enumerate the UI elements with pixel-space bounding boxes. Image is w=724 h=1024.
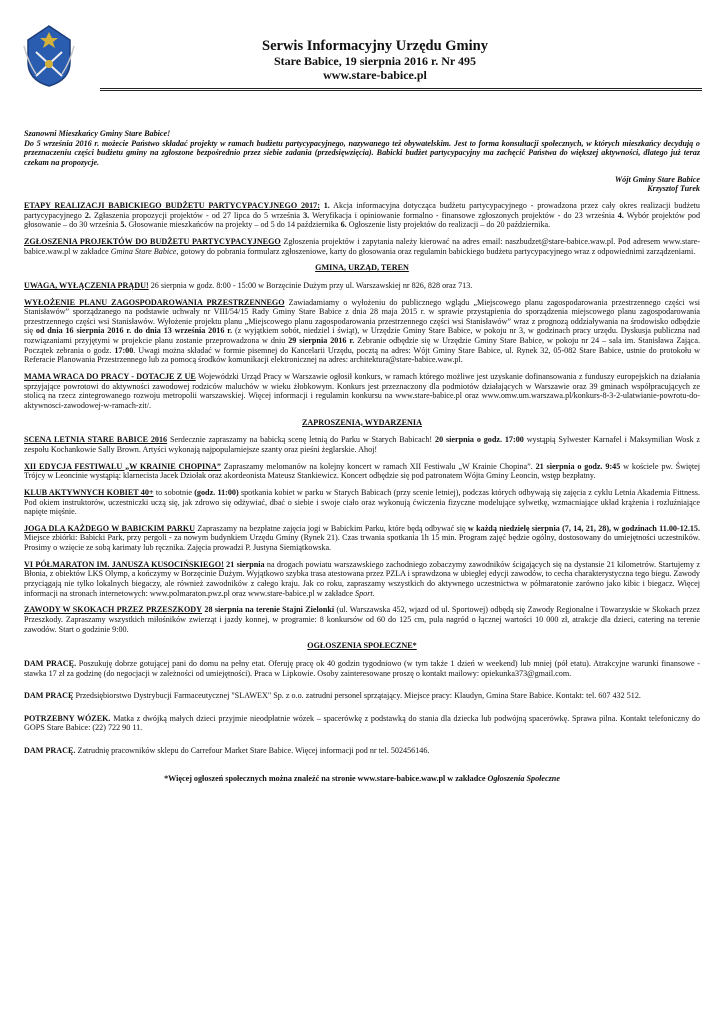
skoki-b1: 28 sierpnia na terenie Stajni Zielonki: [204, 605, 335, 615]
intro-paragraph: [24, 129, 700, 167]
ogloszenie-item: [24, 714, 700, 733]
joga-b1: w każdą niedzielę sierpnia (7, 14, 21, 28), w godzinach 11.00-12.15.: [467, 523, 701, 533]
chopin-t2: w kościele pw. Świętej Trójcy w Leoncinie wystąpią: klarnecista Jacek Dziołak oraz akordeonista Mateusz Stankiewicz. Koncert odbędzie się pod patronatem Wójta Gminy Leoncin, wstęp bezpłatny.: [24, 461, 701, 481]
ogloszenie-lead: DAM PRACĘ.: [24, 745, 76, 755]
skoki-t1: (ul. Warszawska 452, wjazd od ul. Sportowej) odbędą się Zawody Regionalne i Towarzyskie w Skokach przez Przeszkody. Zapraszamy wszystkich miłośników zwierząt i jazdy konnej, w programie: 8 konkursów od 60 do 125 cm, pula nagród o łącznej wartości 10 000 zł, atrakcje dla dzieci, catering na terenie zawodów. Start o godzinie 9:00.: [24, 605, 701, 634]
scena-t2: wystąpią Sylwester Karnafel i Maksymilian Wosk z zespołu Kochankowie Sally Brown. Artyści wykonają najpopularniejsze szanty oraz pieśni żeglarskie. Ahoj!: [24, 435, 701, 454]
plan-b1: od dnia 16 sierpnia 2016 r. do dnia 13 września 2016 r.: [35, 326, 233, 336]
footer-italic: Ogłoszenia Społeczne: [487, 773, 560, 783]
polmaraton-t1: na drogach powiatu warszawskiego zachodniego zobaczymy zawodników ścigających się na dystansie 21 kilometrów. Startujemy z Błonia, z obiektów LKS Olymp, a kończymy w Borzęcinie Dużym. Wyjątkowo szybka trasa atestowana przez PZLA i sprawdzona w ubiegłej edycji zawodów, to cecha charakterystyczna tego biegu. Zawody przyciągają nie tylko lokalnych biegaczy, ale również zawodników z całego kraju. Jak co roku, zapraszamy wszystkich do aktywnego uczestnictwa w półmaratonie zarówno jako kibic i biegacz. Więcej informacji na stronach internetowych: www.polmaraton.pwz.pl oraz www.stare-babice.pl w zakładce: [24, 559, 701, 598]
header-rule: [100, 88, 702, 89]
etapy-t6: Ogłoszenie listy projektów do realizacji – do 20 października.: [348, 220, 551, 230]
etapy-t3: Weryfikacja i opiniowanie formalno - finansowe zgłoszonych projektów - do 23 września: [312, 210, 615, 220]
plan-b2: 29 sierpnia 2016 r.: [288, 336, 355, 346]
ogloszenie-text: Zatrudnię pracowników sklepu do Carrefour Market Stare Babice. Więcej informacji pod nr tel. 502456146.: [77, 745, 430, 755]
joga-paragraph: [24, 524, 700, 553]
etapy-n1: 1.: [323, 200, 330, 210]
skoki-paragraph: [24, 605, 700, 634]
prad-text: 26 sierpnia w godz. 8:00 - 15:00 w Borzęcinie Dużym przy ul. Warszawskiej nr 826, 828 oraz 713.: [150, 280, 473, 290]
header-rule-second: [100, 90, 702, 91]
prad-heading: UWAGA, WYŁĄCZENIA PRĄDU!: [24, 280, 149, 290]
etapy-n6: 6.: [340, 220, 347, 230]
zgloszenia-t2: , gotowy do pobrania formularz zgłoszeniowe, karty do głosowania oraz regulamin babickiego budżetu partycypacyjnego wraz z odpowiednimi zarządzeniami.: [176, 246, 696, 256]
newsletter-title: Serwis Informacyjny Urzędu Gminy: [262, 38, 488, 54]
klub-heading: KLUB AKTYWNYCH KOBIET 40+: [24, 487, 154, 497]
klub-t1: to sobotnie: [155, 487, 192, 497]
ogloszenie-lead: DAM PRACĘ: [24, 691, 74, 701]
ogloszenie-text: Przedsiębiorstwo Dystrybucji Farmaceutycznej "SLAWEX" Sp. z o.o. zatrudni personel sprzątający. Miejsce pracy: Klaudyn, Gmina Stare Babice. Kontakt: tel. 607 432 512.: [75, 691, 641, 701]
etapy-t1: Akcja informacyjna dotycząca budżetu partycypacyjnego - prowadzona przez cały okres realizacji budżetu partycypacyjnego: [24, 200, 700, 220]
coat-of-arms-icon: [22, 22, 76, 88]
polmaraton-paragraph: [24, 560, 700, 598]
section-ogloszenia: OGŁOSZENIA SPOŁECZNE*: [307, 641, 417, 651]
scena-paragraph: [24, 435, 700, 454]
plan-t1: Zawiadamiamy o wyłożeniu do publicznego wglądu „Miejscowego planu zagospodarowania przestrzennego części wsi Stanisławów” sporządzanego na podstawie uchwały nr VIII/54/15 Rady Gminy Stare Babice z dnia 28 maja 2015 r. w sprawie przystąpienia do sporządzenia miejscowego planu zagospodarowania przestrzennego części wsi Stanisławów. Wyłożenie projektu planu „Miejscowego planu zagospodarowania przestrzennego części wsi Stanisławów” wraz z prognozą oddziaływania na środowisko odbędzie się: [24, 297, 700, 336]
joga-t1: Zapraszamy na bezpłatne zajęcia jogi w Babickim Parku, które będą odbywać się: [197, 523, 466, 533]
klub-paragraph: [24, 488, 700, 517]
ogloszenie-item: [24, 659, 700, 678]
section-gmina: GMINA, URZĄD, TEREN: [315, 263, 409, 273]
joga-t2: Miejsce zbiórki: Babicki Park, przy pergoli - za nowym budynkiem Urzędu Gminy (Rynek 21). Czas trwania spotkania 1h 15 min. Program zajęć będzie ogólny, dostosowany do umiejętności uczestników. Prosimy o wzięcie ze sobą karimaty lub ręcznika. Zajęcia prowadzi P. Justyna Siemiątkowska.: [24, 533, 700, 553]
newsletter-website: www.stare-babice.pl: [323, 68, 427, 82]
section-zaproszenia: ZAPROSZENIA, WYDARZENIA: [302, 417, 422, 427]
zgloszenia-italic: Gmina Stare Babice: [110, 246, 177, 256]
chopin-t1: Zapraszamy melomanów na kolejny koncert w ramach XII Festiwalu „W Krainie Chopina”.: [223, 461, 533, 471]
zgloszenia-paragraph: [24, 237, 700, 256]
polmaraton-i1: Sport: [355, 588, 373, 598]
footer-note: [24, 774, 700, 784]
ogloszenie-text: Poszukuję dobrze gotującej pani do domu na pełny etat. Oferuję pracę ok 40 godzin tygodniowo (w tym także 1 dzień w weekend) lub mniej (pół etatu). Atrakcyjne warunki finansowe - stawka 17 zł za godzinę (do negocjacji w zależności od umiejętności). Praca w Lipkowie. Osoby zainteresowane proszę o kontakt mailowy: opiekunka373@gmail.com.: [24, 658, 700, 678]
mama-text: Wojewódzki Urząd Pracy w Warszawie ogłosił konkurs, w ramach którego możliwe jest uzyskanie dofinansowania z funduszy europejskich na działania sprzyjające powrotowi do aktywności zawodowej rodziców maluchów w wieku żłobkowym. Konkurs jest przeznaczony dla podmiotów działających w Warszawie oraz 39 gminach współpracujących ze stolicą na rzecz zintegrowanego rozwoju metropolii warszawskiej. Więcej informacji i regulamin konkursu na www.stare-babice.pl oraz www.omw.um.warszawa.pl/konkurs-8-3-2-ulatwianie-powrotu-do-aktywnosci-zawodowej-w-ramach-zit/.: [24, 372, 700, 410]
etapy-t4: Wybór projektów pod głosowanie – do 30 września: [24, 210, 701, 230]
signature: [24, 175, 700, 194]
chopin-b1: 21 sierpnia o godz. 9:45: [535, 461, 621, 471]
etapy-heading: ETAPY REALIZACJI BABICKIEGO BUDŻETU PARTYCYPACYJNEGO 2017:: [24, 200, 320, 210]
joga-heading: JOGA DLA KAŻDEGO W BABICKIM PARKU: [24, 523, 196, 533]
klub-t2: spotkania kobiet w parku w Starych Babicach (przy scenie letniej), podczas których odbywają się zajęcia z cyklu Letnia Akademia Fittness. Pod okiem instruktorów, uczestniczki uczą się, jak zdrowo się odżywiać, dbać o siebie i swoje ciało oraz wykonują ćwiczenia fizyczne modelujące sylwetkę, wzmacniające układ krążenia i rozluźniające napięte mięśnie.: [24, 487, 700, 517]
newsletter-date-issue: Stare Babice, 19 sierpnia 2016 r. Nr 495: [273, 54, 477, 68]
prad-paragraph: [24, 281, 700, 291]
zgloszenia-heading: ZGŁOSZENIA PROJEKTÓW DO BUDŻETU PARTYCYPACYJNEGO: [24, 236, 281, 246]
etapy-t2: Zgłaszenia propozycji projektów - od 27 lipca do 5 września: [93, 210, 301, 220]
polmaraton-b1: 21 sierpnia: [226, 559, 265, 569]
plan-t3: Zebranie odbędzie się w Urzędzie Gminy Stare Babice, w pokoju nr 24 – sala im. Stanisława Zająca. Początek zebrania o godz.: [24, 336, 700, 355]
ogloszenie-text: Matka z dwójką małych dzieci przyjmie nieodpłatnie wózek – spacerówkę z podstawką do stania dla dziecka lub podwójną spacerówkę. Sprawa pilna. Kontakt telefoniczny do GOPS Stare Babice: (22) 722 90 11.: [24, 713, 700, 733]
signature-title: Wójt Gminy Stare Babice: [614, 174, 700, 184]
etapy-n3: 3.: [303, 210, 310, 220]
polmaraton-t2: .: [372, 588, 375, 598]
klub-b1: (godz. 11:00): [194, 487, 239, 497]
plan-t2: (z wyjątkiem sobót, niedziel i świąt), w Urzędzie Gminy Stare Babice, w pokoju nr 3, w godzinach pracy urzędu. Dyskusja publiczna nad rozwiązaniami przyjętymi w projekcie planu zostanie przeprowadzona w dniu: [24, 326, 700, 346]
etapy-paragraph: [24, 201, 700, 230]
etapy-n4: 4.: [617, 210, 624, 220]
scena-b1: 20 sierpnia o godz. 17:00: [435, 435, 524, 445]
intro-greeting: Szanowni Mieszkańcy Gminy Stare Babice!: [24, 129, 171, 138]
chopin-heading: XII EDYCJA FESTIWALU „W KRAINIE CHOPINA”: [24, 461, 221, 471]
plan-heading: WYŁOŻENIE PLANU ZAGOSPODAROWANIA PRZESTRZENNEGO: [24, 297, 285, 307]
zgloszenia-t1: Zgłoszenia projektów i zapytania należy kierować na adres email: naszbudzet@stare-babice.waw.pl. Pod adresem www.stare-babice.waw.pl w zakładce: [24, 236, 700, 256]
polmaraton-heading: VI PÓŁMARATON IM. JANUSZA KUSOCIŃSKIEGO!: [24, 559, 224, 569]
ogloszenie-lead: DAM PRACĘ.: [24, 658, 77, 668]
scena-t1: Serdecznie zapraszamy na babicką scenę letnią do Parku w Starych Babicach!: [169, 435, 433, 445]
newsletter-body: [24, 129, 700, 790]
mama-paragraph: [24, 372, 700, 410]
plan-b3: 17:00: [114, 345, 134, 355]
etapy-n2: 2.: [84, 210, 91, 220]
ogloszenie-item: [24, 746, 700, 756]
plan-t4: . Uwagi można składać w formie pisemnej do Kancelarii Urzędu, pocztą na adres: Wójt Gminy Stare Babice, ul. Rynek 32, 05-082 Stare Babice, ustnie do protokołu w Referacie Planowania Przestrzennego lub za pomocą środków komunikacji elektronicznej na adres: architektura@stare-babice.waw.pl.: [24, 345, 701, 365]
plan-paragraph: [24, 298, 700, 365]
chopin-paragraph: [24, 462, 700, 481]
mama-heading: MAMA WRACA DO PRACY - DOTACJE Z UE: [24, 372, 196, 381]
skoki-heading: ZAWODY W SKOKACH PRZEZ PRZESZKODY: [24, 605, 203, 615]
etapy-n5: 5.: [120, 220, 127, 230]
signature-name: Krzysztof Turek: [647, 184, 700, 194]
etapy-t5: Głosowanie mieszkańców na projekty – od 5 do 14 października: [128, 220, 339, 230]
ogloszenie-item: [24, 691, 700, 701]
footer-text: *Więcej ogłoszeń społecznych można znaleźć na stronie www.stare-babice.waw.pl w zakładce: [164, 773, 486, 783]
intro-text: Do 5 września 2016 r. możecie Państwo składać projekty w ramach budżetu partycypacyjnego, nazywanego też obywatelskim. Jest to forma konsultacji społecznych, w których mieszkańcy decydują o przeznaczeniu części budżetu gminy na zgłoszone bezpośrednio przez siebie zadania (przedsięwzięcia). Babicki budżet partycypacyjny ma zachęcić Państwa do większej aktywności, dlatego już teraz czekam na propozycje.: [24, 138, 700, 167]
ogloszenie-lead: POTRZEBNY WÓZEK.: [24, 713, 111, 723]
scena-heading: SCENA LETNIA STARE BABICE 2016: [24, 435, 168, 445]
